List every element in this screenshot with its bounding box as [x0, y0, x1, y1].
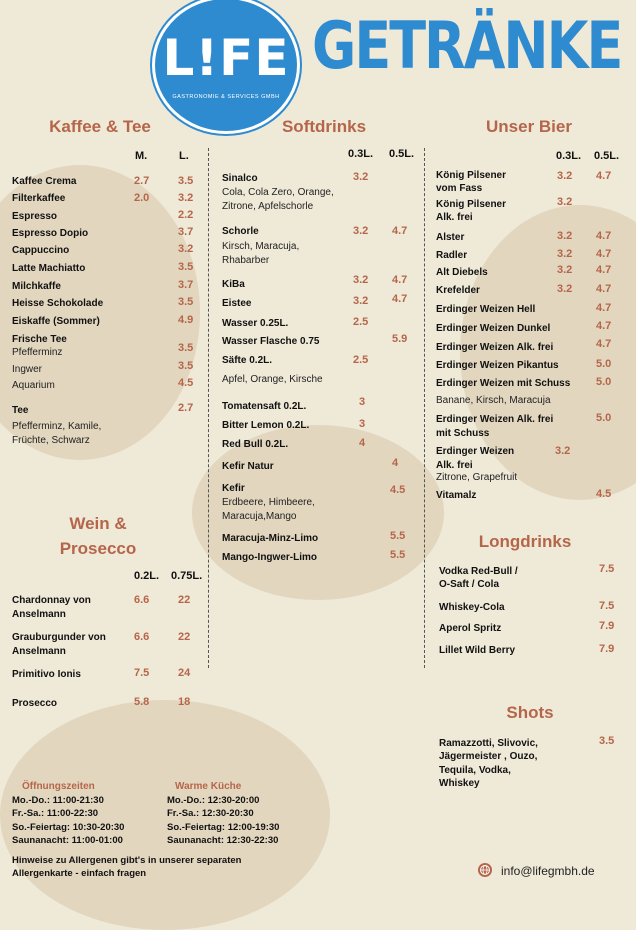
menu-item: Milchkaffe: [12, 281, 61, 292]
col-header-02: 0.2L.: [134, 570, 160, 582]
price-a: 2.5: [353, 316, 369, 328]
price-l: 3.5: [178, 296, 194, 308]
price-b: 4.7: [596, 230, 612, 242]
menu-item-desc: Zitrone, Apfelschorle: [222, 201, 314, 212]
price-b: 5.5: [390, 530, 406, 542]
price-l: 3.5: [178, 261, 194, 273]
price-b: 4.5: [596, 488, 612, 500]
price-b: 5.5: [390, 549, 406, 561]
price-l: 3.5: [178, 175, 194, 187]
price-b: 4.7: [392, 293, 408, 305]
section-title-wein-2: Prosecco: [59, 539, 137, 558]
price-b: 4.7: [392, 225, 408, 237]
menu-item: Kaffee Crema: [12, 176, 77, 187]
price: 7.9: [599, 643, 615, 655]
price-b: 22: [178, 631, 191, 643]
menu-item: Frische Tee: [12, 334, 67, 345]
menu-item: Maracuja-Minz-Limo: [222, 533, 319, 544]
price-a: 5.8: [134, 696, 150, 708]
menu-item: Chardonnay von: [12, 595, 91, 606]
price-l: 3.7: [178, 279, 194, 291]
section-title-bier: Unser Bier: [486, 117, 572, 136]
section-title-kaffee: Kaffee & Tee: [49, 117, 151, 136]
kitchen-title: Warme Küche: [175, 781, 242, 792]
price-l: 2.7: [178, 402, 194, 414]
divider: [208, 148, 209, 668]
price-l: 4.9: [178, 314, 194, 326]
menu-item: Aperol Spritz: [439, 623, 502, 634]
menu-item: Anselmann: [12, 646, 66, 657]
menu-item: Vitamalz: [436, 490, 477, 501]
menu-item: Espresso Dopio: [12, 228, 89, 239]
price-b: 4.5: [390, 484, 406, 496]
menu-item: Bitter Lemon 0.2L.: [222, 420, 310, 431]
menu-item: Eiskaffe (Sommer): [12, 316, 100, 327]
price-a: 3: [359, 418, 366, 430]
menu-item-sub: Ingwer: [12, 364, 43, 375]
kitchen-line: Fr.-Sa.: 12:30-20:30: [167, 808, 254, 819]
section-title-softdrinks: Softdrinks: [281, 117, 367, 136]
menu-item: Alster: [436, 232, 465, 243]
menu-item: König Pilsener: [436, 170, 507, 181]
price-a: 7.5: [134, 667, 150, 679]
menu-item: Whiskey-Cola: [439, 602, 505, 613]
menu-item: Lillet Wild Berry: [439, 645, 516, 656]
price-l: 4.5: [178, 377, 194, 389]
logo: [152, 0, 300, 134]
menu-item: vom Fass: [436, 183, 483, 194]
allergen-note: Hinweise zu Allergenen gibt's in unserer separaten: [12, 855, 242, 866]
shots-list: Tequila, Vodka,: [439, 765, 511, 776]
menu-item-desc: Banane, Kirsch, Maracuja: [436, 395, 551, 406]
section-title-wein: Wein &: [69, 514, 127, 533]
shots-list: Jägermeister , Ouzo,: [439, 751, 538, 762]
menu-item: Latte Machiatto: [12, 263, 86, 274]
menu-item-sub: Pfefferminz: [12, 347, 63, 358]
allergen-note: Allergenkarte - einfach fragen: [12, 868, 147, 879]
price: 3.5: [599, 735, 615, 747]
price: 7.5: [599, 563, 615, 575]
menu-item: Alt Diebels: [436, 267, 488, 278]
price-l: 2.2: [178, 209, 194, 221]
menu-item: Eistee: [222, 298, 252, 309]
kitchen-line: Mo.-Do.: 12:30-20:00: [167, 795, 260, 806]
price-l: 3.2: [178, 192, 194, 204]
menu-item: Erdinger Weizen mit Schuss: [436, 378, 571, 389]
price-l: 3.5: [178, 342, 194, 354]
menu-item: Wasser 0.25L.: [222, 318, 289, 329]
menu-item: Erdinger Weizen Pikantus: [436, 360, 559, 371]
price: 7.9: [599, 620, 615, 632]
globe-icon: [478, 863, 492, 877]
price-b: 4.7: [596, 264, 612, 276]
price-a: 3.2: [557, 170, 573, 182]
col-header-m: M.: [135, 150, 148, 162]
price-a: 3.2: [557, 196, 573, 208]
menu-item: Cappuccino: [12, 245, 70, 256]
logo-subtitle: GASTRONOMIE & SERVICES GMBH: [172, 94, 280, 100]
price-a: 4: [359, 437, 366, 449]
menu-item: Anselmann: [12, 609, 66, 620]
menu-item: Kefir: [222, 483, 245, 494]
menu-item: Heisse Schokolade: [12, 298, 104, 309]
col-header-05: 0.5L.: [389, 148, 415, 160]
col-header-075: 0.75L.: [171, 570, 203, 582]
menu-item: Espresso: [12, 211, 58, 222]
price-b: 4.7: [596, 248, 612, 260]
col-header-03: 0.3L.: [348, 148, 374, 160]
price-a: 3.2: [557, 230, 573, 242]
price-a: 3.2: [353, 274, 369, 286]
menu-item: Tee: [12, 405, 29, 416]
price-b: 4.7: [596, 320, 612, 332]
price-l: 3.7: [178, 226, 194, 238]
menu-item: Krefelder: [436, 285, 480, 296]
contact-email[interactable]: info@lifegmbh.de: [501, 864, 595, 878]
menu-item: Red Bull 0.2L.: [222, 439, 289, 450]
menu-item: Tomatensaft 0.2L.: [222, 401, 307, 412]
menu-item: Erdinger Weizen Alk. frei: [436, 414, 554, 425]
price-m: 2.7: [134, 175, 150, 187]
shots-list: Ramazzotti, Slivovic,: [439, 738, 538, 749]
logo-text: L!FE: [162, 29, 290, 87]
price-a: 6.6: [134, 594, 150, 606]
menu-item: Prosecco: [12, 698, 58, 709]
price-a: 3.2: [353, 295, 369, 307]
kitchen-line: Saunanacht: 12:30-22:30: [167, 835, 279, 846]
col-header-05: 0.5L.: [594, 150, 620, 162]
menu-item: Erdinger Weizen Alk. frei: [436, 342, 554, 353]
price-a: 3.2: [353, 171, 369, 183]
menu-item: mit Schuss: [436, 428, 490, 439]
price-a: 3.2: [557, 264, 573, 276]
menu-item: König Pilsener: [436, 199, 507, 210]
menu-item-desc: Maracuja,Mango: [222, 511, 297, 522]
divider: [424, 148, 425, 668]
menu-item: Primitivo Ionis: [12, 669, 81, 680]
menu-item: Säfte 0.2L.: [222, 355, 273, 366]
menu-item-desc: Früchte, Schwarz: [12, 435, 90, 446]
price-b: 4.7: [596, 170, 612, 182]
shots-list: Whiskey: [439, 778, 480, 789]
price-b: 24: [178, 667, 191, 679]
price-b: 5.0: [596, 412, 612, 424]
menu-item-desc: Kirsch, Maracuja,: [222, 241, 300, 252]
price-a: 6.6: [134, 631, 150, 643]
menu-item: Filterkaffee: [12, 193, 66, 204]
menu-item: Erdinger Weizen Hell: [436, 304, 536, 315]
hours-line: So.-Feiertag: 10:30-20:30: [12, 822, 125, 833]
menu-item: Sinalco: [222, 173, 258, 184]
menu-item-desc: Apfel, Orange, Kirsche: [222, 374, 323, 385]
menu-item: Mango-Ingwer-Limo: [222, 552, 317, 563]
price-a: 3.2: [557, 248, 573, 260]
menu-item: Erdinger Weizen: [436, 446, 515, 457]
price-b: 4.7: [596, 338, 612, 350]
price-a: 3: [359, 396, 366, 408]
price-a: 2.5: [353, 354, 369, 366]
menu-item-desc: Erdbeere, Himbeere,: [222, 497, 315, 508]
kitchen-line: So.-Feiertag: 12:00-19:30: [167, 822, 280, 833]
page-title: GETRÄNKE: [312, 8, 622, 84]
section-title-longdrinks: Longdrinks: [478, 532, 572, 551]
menu-item-desc: Rhabarber: [222, 255, 270, 266]
menu-item: Schorle: [222, 226, 259, 237]
section-title-shots: Shots: [506, 703, 554, 722]
price-b: 4.7: [596, 302, 612, 314]
menu-item: Alk. frei: [436, 212, 473, 223]
hours-line: Mo.-Do.: 11:00-21:30: [12, 795, 104, 806]
col-header-03: 0.3L.: [556, 150, 582, 162]
hours-title: Öffnungszeiten: [22, 781, 95, 792]
price-b: 22: [178, 594, 191, 606]
menu-item: Vodka Red-Bull /: [439, 566, 518, 577]
hours-line: Saunanacht: 11:00-01:00: [12, 835, 123, 846]
menu-item-desc: Cola, Cola Zero, Orange,: [222, 187, 334, 198]
hours-line: Fr.-Sa.: 11:00-22:30: [12, 808, 99, 819]
menu-item: Alk. frei: [436, 460, 473, 471]
menu-item: Grauburgunder von: [12, 632, 106, 643]
price-b: 5.0: [596, 358, 612, 370]
price-a: 3.2: [353, 225, 369, 237]
price-b: 18: [178, 696, 191, 708]
price-l: 3.5: [178, 360, 194, 372]
menu-item: Kefir Natur: [222, 461, 274, 472]
menu-item-desc: Zitrone, Grapefruit: [436, 472, 518, 483]
price-m: 2.0: [134, 192, 150, 204]
menu-item: KiBa: [222, 279, 245, 290]
menu-item: O-Saft / Cola: [439, 579, 500, 590]
price-a: 3.2: [555, 445, 571, 457]
menu-item: Radler: [436, 250, 468, 261]
col-header-l: L.: [179, 150, 189, 162]
menu-item: Erdinger Weizen Dunkel: [436, 323, 551, 334]
price: 7.5: [599, 600, 615, 612]
menu-item-sub: Aquarium: [12, 380, 55, 391]
price-a: 3.2: [557, 283, 573, 295]
price-b: 4.7: [392, 274, 408, 286]
menu-item-desc: Pfefferminz, Kamile,: [12, 421, 102, 432]
price-b: 4.7: [596, 283, 612, 295]
price-l: 3.2: [178, 243, 194, 255]
price-b: 4: [392, 457, 399, 469]
price-b: 5.9: [392, 333, 408, 345]
price-b: 5.0: [596, 376, 612, 388]
menu-item: Wasser Flasche 0.75: [222, 336, 320, 347]
